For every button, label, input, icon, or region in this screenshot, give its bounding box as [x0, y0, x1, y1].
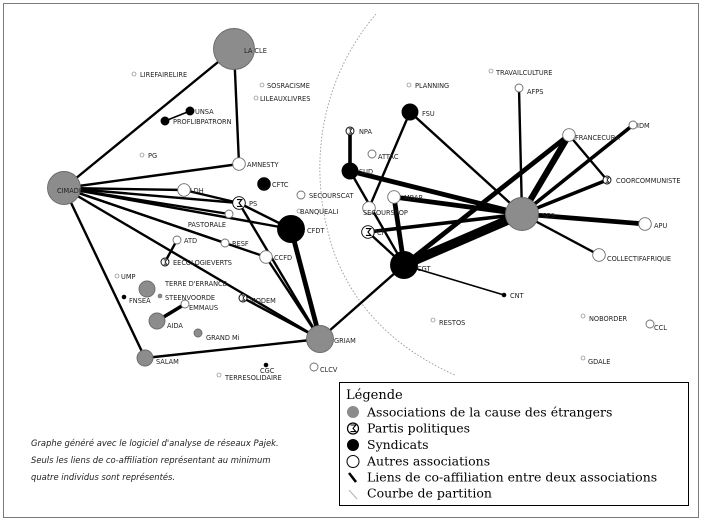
node-label-ccfd: CCFD: [274, 254, 293, 262]
node-circle-noborder: [581, 314, 585, 318]
node-label-cftc: CFTC: [272, 181, 289, 189]
node-unsa: [186, 107, 194, 115]
legend-white-circle-icon: [347, 456, 359, 468]
legend-title: Légende: [346, 388, 403, 403]
node-ps: [233, 197, 246, 210]
node-npa: [346, 127, 354, 135]
node-label-idm: IDM: [637, 122, 650, 130]
node-label-secourspop: SECOURSPOP: [363, 209, 408, 217]
node-label-resf: RESF: [232, 240, 249, 248]
node-proflibpatrorn: [161, 117, 169, 125]
node-label-lileauxlivres: LILEAUXLIVRES: [260, 95, 311, 103]
node-circle-lileauxlivres: [254, 96, 258, 100]
node-terresolidaire: [217, 373, 221, 377]
legend-party-icon: [348, 423, 359, 434]
node-label-modem: MODEM: [250, 297, 276, 305]
node-circle-grand-mi: [194, 329, 202, 337]
node-circle-ccfd: [260, 251, 273, 264]
node-label-fsu: FSU: [422, 110, 435, 118]
node-label-cimade: CIMADE: [57, 187, 83, 195]
legend-item-partis: Partis politiques: [367, 420, 471, 436]
node-planning: [407, 83, 411, 87]
legend-item-liens: Liens de co-affiliation entre deux associations: [367, 469, 658, 485]
node-coorcommuniste: [603, 176, 611, 184]
node-label-terresolidaire: TERRESOLIDAIRE: [225, 374, 282, 382]
node-fsu: [402, 104, 418, 120]
node-pastorale: [225, 210, 233, 218]
node-label-atd: ATD: [184, 237, 198, 245]
node-afps: [515, 84, 523, 92]
node-label-sosracisme: SOSRACISME: [267, 82, 310, 90]
node-circle-terre-d-errance: [139, 281, 155, 297]
node-label-ps: PS: [249, 200, 258, 208]
node-label-cgt: CGT: [417, 265, 431, 273]
legend: [340, 383, 689, 506]
node-label-francecuba: FRANCECUBA: [575, 134, 620, 142]
node-ccl: [646, 320, 654, 328]
node-label-csps: CSPS: [538, 212, 555, 220]
legend-item-courbe: Courbe de partition: [367, 485, 492, 501]
node-label-ccl: CCL: [654, 324, 667, 332]
node-label-clcv: CLCV: [320, 366, 338, 374]
node-circle-proflibpatrorn: [161, 117, 169, 125]
node-label-steenvoorde: STEENVOORDE: [165, 294, 216, 302]
node-restos: [431, 318, 435, 322]
node-terre-d-errance: [139, 281, 155, 297]
node-label-lirefairelire: LIREFAIRELIRE: [140, 71, 188, 79]
node-label-collectifafrique: COLLECTIFAFRIQUE: [607, 255, 672, 263]
node-label-proflibpatrorn: PROFLIBPATRORN: [173, 118, 232, 126]
node-circle-pg: [140, 153, 144, 157]
node-circle-ump: [115, 274, 119, 278]
node-label-aida: AIDA: [167, 322, 183, 330]
caption-line-3: quatre individus sont représentés.: [31, 472, 176, 482]
node-cftc: [258, 178, 271, 191]
node-circle-idm: [629, 121, 637, 129]
node-cfdt: [278, 216, 305, 243]
node-circle-sud: [342, 163, 358, 179]
node-circle-aida: [149, 313, 165, 329]
node-attac: [368, 150, 376, 158]
node-label-ldh: LDH: [190, 187, 204, 195]
node-circle-steenvoorde: [158, 294, 162, 298]
node-circle-sosracisme: [260, 83, 264, 87]
node-label-ump: UMP: [121, 273, 136, 281]
node-steenvoorde: [158, 294, 162, 298]
node-gdale: [581, 356, 585, 360]
node-circle-pastorale: [225, 210, 233, 218]
node-circle-travailculture: [489, 69, 493, 73]
node-label-coorcommuniste: COORCOMMUNISTE: [616, 177, 681, 185]
node-circle-mrap: [388, 191, 401, 204]
node-circle-gdale: [581, 356, 585, 360]
node-eecologieverts: [161, 258, 169, 266]
node-atd: [173, 236, 181, 244]
node-label-amnesty: AMNESTY: [247, 161, 279, 169]
node-circle-planning: [407, 83, 411, 87]
node-lileauxlivres: [254, 96, 258, 100]
node-aida: [149, 313, 165, 329]
node-label-npa: NPA: [359, 128, 372, 136]
node-circle-griam: [307, 326, 334, 353]
node-circle-cftc: [258, 178, 271, 191]
node-circle-unsa: [186, 107, 194, 115]
node-circle-terresolidaire: [217, 373, 221, 377]
node-ump: [115, 274, 119, 278]
node-label-cfdt: CFDT: [307, 227, 325, 235]
node-cnt: [502, 293, 506, 297]
node-circle-attac: [368, 150, 376, 158]
node-label-restos: RESTOS: [439, 319, 466, 327]
node-label-eecologieverts: EECOLOGIEVERTS: [173, 259, 232, 267]
node-circle-cnt: [502, 293, 506, 297]
node-pg: [140, 153, 144, 157]
node-noborder: [581, 314, 585, 318]
node-collectifafrique: [593, 249, 606, 262]
node-label-pcf: PCF: [373, 229, 386, 237]
node-label-fnsea: FNSEA: [129, 297, 151, 305]
node-sosracisme: [260, 83, 264, 87]
node-circle-fnsea: [122, 295, 126, 299]
node-fnsea: [122, 295, 126, 299]
node-circle-amnesty: [233, 158, 246, 171]
node-csps: [506, 198, 539, 231]
node-secourscat: [297, 191, 305, 199]
node-label-pastorale: PASTORALE: [187, 221, 226, 229]
legend-item-syndicats: Syndicats: [367, 437, 429, 452]
node-circle-clcv: [310, 363, 318, 371]
node-circle-ldh: [178, 184, 191, 197]
node-resf: [221, 239, 229, 247]
node-circle-resf: [221, 239, 229, 247]
node-label-sud: SUD: [359, 168, 374, 176]
node-label-pg: PG: [148, 152, 158, 160]
node-label-noborder: NOBORDER: [589, 315, 628, 323]
node-circle-apu: [639, 218, 652, 231]
node-circle-francecuba: [563, 129, 576, 142]
node-label-afps: AFPS: [527, 88, 544, 96]
node-grand-mi: [194, 329, 202, 337]
node-label-gdale: GDALE: [588, 358, 611, 366]
node-label-attac: ATTAC: [378, 153, 399, 161]
node-label-cnt: CNT: [510, 292, 524, 300]
node-label-unsa: UNSA: [195, 108, 214, 116]
node-circle-ccl: [646, 320, 654, 328]
node-circle-collectifafrique: [593, 249, 606, 262]
node-label-planning: PLANNING: [415, 82, 450, 90]
caption-line-1: Graphe généré avec le logiciel d'analyse de réseaux Pajek.: [31, 438, 279, 448]
node-ldh: [178, 184, 191, 197]
node-label-mrap: MRAP: [404, 194, 423, 202]
node-circle-afps: [515, 84, 523, 92]
node-label-emmaus: EMMAUS: [189, 304, 219, 312]
caption-line-2: Seuls les liens de co-affiliation représentant au minimum: [31, 455, 271, 465]
legend-item-autres: Autres associations: [367, 453, 491, 469]
legend-gray-circle-icon: [347, 406, 359, 418]
node-travailculture: [489, 69, 493, 73]
node-circle-atd: [173, 236, 181, 244]
node-label-terre-d-errance: TERRE D'ERRANCE: [165, 280, 227, 288]
node-amnesty: [233, 158, 246, 171]
node-circle-fsu: [402, 104, 418, 120]
node-apu: [639, 218, 652, 231]
node-circle-lirefairelire: [132, 72, 136, 76]
node-label-griam: GRIAM: [334, 337, 356, 345]
node-circle-restos: [431, 318, 435, 322]
node-salam: [137, 350, 153, 366]
node-clcv: [310, 363, 318, 371]
node-francecuba: [563, 129, 576, 142]
node-label-cgc: CGC: [260, 367, 275, 375]
node-circle-cgt: [391, 252, 418, 279]
node-label-grand-mi: GRAND Mi: [206, 334, 240, 342]
node-label-salam: SALAM: [156, 358, 179, 366]
node-circle-secourscat: [297, 191, 305, 199]
node-ccfd: [260, 251, 273, 264]
legend-black-circle-icon: [347, 439, 359, 451]
node-griam: [307, 326, 334, 353]
node-label-la-cle: LA CLE: [244, 47, 267, 55]
node-idm: [629, 121, 637, 129]
node-circle-csps: [506, 198, 539, 231]
node-label-banqueali: BANQUEALI: [300, 208, 339, 216]
legend-item-etrangers: Associations de la cause des étrangers: [367, 404, 613, 420]
node-circle-cfdt: [278, 216, 305, 243]
node-label-secourscat: SECOURSCAT: [309, 192, 354, 200]
node-label-travailculture: TRAVAILCULTURE: [496, 69, 553, 77]
node-cgt: [391, 252, 418, 279]
node-mrap: [388, 191, 401, 204]
node-modem: [239, 294, 247, 302]
node-sud: [342, 163, 358, 179]
node-lirefairelire: [132, 72, 136, 76]
node-label-apu: APU: [654, 222, 668, 230]
node-circle-salam: [137, 350, 153, 366]
